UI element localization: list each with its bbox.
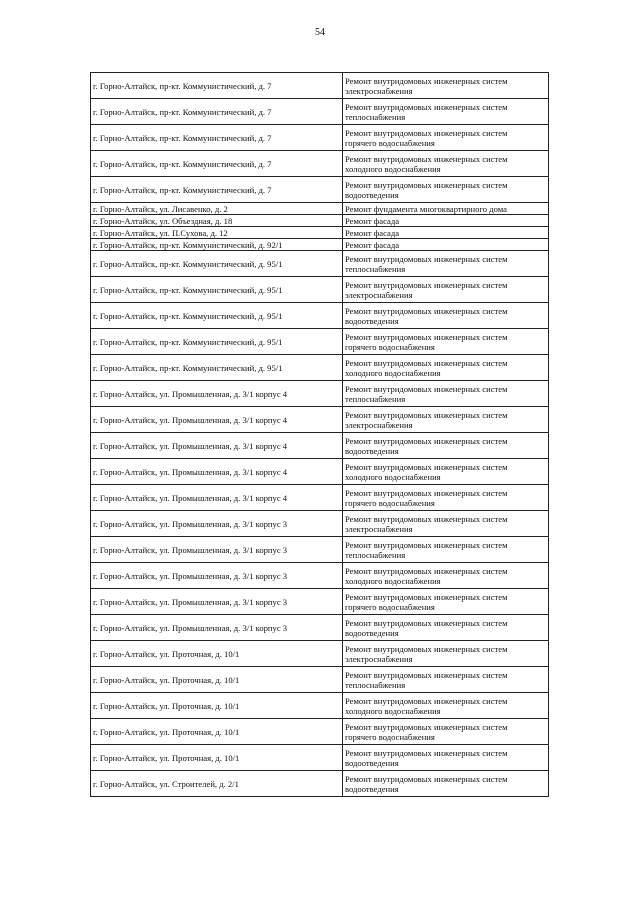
address-cell: г. Горно-Алтайск, пр-кт. Коммунистический, д. 95/1 bbox=[91, 303, 343, 329]
table-row bbox=[91, 73, 549, 99]
work-type-cell bbox=[343, 459, 549, 485]
work-type-line: электроснабжения bbox=[345, 289, 413, 300]
address-cell: г. Горно-Алтайск, ул. Лисавенко, д. 2 bbox=[91, 203, 343, 215]
work-type-cell bbox=[343, 511, 549, 537]
work-type-line: водоотведения bbox=[345, 315, 399, 326]
work-type-cell bbox=[343, 667, 549, 693]
work-type-line: теплоснабжения bbox=[345, 393, 406, 404]
work-type-cell bbox=[343, 355, 549, 381]
repair-works-table bbox=[90, 72, 549, 797]
address-cell: г. Горно-Алтайск, ул. П.Сухова, д. 12 bbox=[91, 227, 343, 239]
work-type-line: Ремонт внутридомовых инженерных систем bbox=[345, 305, 508, 316]
table-row bbox=[91, 215, 549, 227]
work-type-line: Ремонт внутридомовых инженерных систем bbox=[345, 617, 508, 628]
work-type-line: Ремонт внутридомовых инженерных систем bbox=[345, 591, 508, 602]
work-type-line: холодного водоснабжения bbox=[345, 471, 441, 482]
address-cell: г. Горно-Алтайск, пр-кт. Коммунистический, д. 95/1 bbox=[91, 329, 343, 355]
work-type-line: Ремонт внутридомовых инженерных систем bbox=[345, 279, 508, 290]
work-type-line: теплоснабжения bbox=[345, 549, 406, 560]
work-type-cell bbox=[343, 99, 549, 125]
address-cell: г. Горно-Алтайск, ул. Проточная, д. 10/1 bbox=[91, 641, 343, 667]
work-type-line: Ремонт внутридомовых инженерных систем bbox=[345, 643, 508, 654]
work-type-line: электроснабжения bbox=[345, 85, 413, 96]
work-type-cell bbox=[343, 227, 549, 239]
table-row bbox=[91, 745, 549, 771]
work-type-cell bbox=[343, 771, 549, 797]
table-row bbox=[91, 771, 549, 797]
work-type-line: горячего водоснабжения bbox=[345, 601, 435, 612]
work-type-line: Ремонт внутридомовых инженерных систем bbox=[345, 253, 508, 264]
table-row bbox=[91, 693, 549, 719]
address-cell: г. Горно-Алтайск, ул. Промышленная, д. 3/1 корпус 3 bbox=[91, 537, 343, 563]
work-type-line: водоотведения bbox=[345, 627, 399, 638]
work-type-line: Ремонт внутридомовых инженерных систем bbox=[345, 695, 508, 706]
work-type-line: Ремонт внутридомовых инженерных систем bbox=[345, 513, 508, 524]
work-type-line: Ремонт внутридомовых инженерных систем bbox=[345, 435, 508, 446]
table-row bbox=[91, 537, 549, 563]
table-row bbox=[91, 227, 549, 239]
work-type-cell bbox=[343, 73, 549, 99]
work-type-line: водоотведения bbox=[345, 445, 399, 456]
address-cell: г. Горно-Алтайск, ул. Проточная, д. 10/1 bbox=[91, 719, 343, 745]
address-cell: г. Горно-Алтайск, пр-кт. Коммунистический, д. 7 bbox=[91, 177, 343, 203]
work-type-line: Ремонт фасада bbox=[345, 216, 400, 226]
work-type-line: горячего водоснабжения bbox=[345, 341, 435, 352]
work-type-cell bbox=[343, 485, 549, 511]
work-type-line: Ремонт внутридомовых инженерных систем bbox=[345, 669, 508, 680]
address-cell: г. Горно-Алтайск, пр-кт. Коммунистический, д. 95/1 bbox=[91, 251, 343, 277]
work-type-line: Ремонт внутридомовых инженерных систем bbox=[345, 127, 508, 138]
work-type-line: электроснабжения bbox=[345, 523, 413, 534]
work-type-cell bbox=[343, 381, 549, 407]
work-type-line: Ремонт внутридомовых инженерных систем bbox=[345, 75, 508, 86]
address-cell: г. Горно-Алтайск, ул. Промышленная, д. 3/1 корпус 3 bbox=[91, 563, 343, 589]
work-type-cell bbox=[343, 251, 549, 277]
table-row bbox=[91, 125, 549, 151]
table-row bbox=[91, 177, 549, 203]
work-type-cell bbox=[343, 745, 549, 771]
work-type-cell bbox=[343, 125, 549, 151]
address-cell: г. Горно-Алтайск, ул. Промышленная, д. 3/1 корпус 4 bbox=[91, 407, 343, 433]
address-cell: г. Горно-Алтайск, ул. Промышленная, д. 3/1 корпус 4 bbox=[91, 485, 343, 511]
address-cell: г. Горно-Алтайск, ул. Проточная, д. 10/1 bbox=[91, 667, 343, 693]
work-type-cell bbox=[343, 151, 549, 177]
work-type-cell bbox=[343, 563, 549, 589]
page-number: 54 bbox=[315, 27, 325, 38]
address-cell: г. Горно-Алтайск, ул. Объездная, д. 18 bbox=[91, 215, 343, 227]
work-type-cell bbox=[343, 177, 549, 203]
table-row bbox=[91, 277, 549, 303]
table-row bbox=[91, 251, 549, 277]
table-row bbox=[91, 459, 549, 485]
address-cell: г. Горно-Алтайск, ул. Промышленная, д. 3/1 корпус 4 bbox=[91, 433, 343, 459]
work-type-line: водоотведения bbox=[345, 783, 399, 794]
work-type-line: водоотведения bbox=[345, 189, 399, 200]
work-type-cell bbox=[343, 615, 549, 641]
work-type-line: Ремонт фундамента многоквартирного дома bbox=[345, 204, 507, 214]
work-type-line: водоотведения bbox=[345, 757, 399, 768]
table-row bbox=[91, 667, 549, 693]
address-cell: г. Горно-Алтайск, пр-кт. Коммунистический, д. 7 bbox=[91, 73, 343, 99]
address-cell: г. Горно-Алтайск, ул. Промышленная, д. 3/1 корпус 4 bbox=[91, 381, 343, 407]
table-row bbox=[91, 407, 549, 433]
address-cell: г. Горно-Алтайск, пр-кт. Коммунистический, д. 7 bbox=[91, 99, 343, 125]
address-cell: г. Горно-Алтайск, ул. Проточная, д. 10/1 bbox=[91, 693, 343, 719]
table-row bbox=[91, 381, 549, 407]
table-row bbox=[91, 485, 549, 511]
address-cell: г. Горно-Алтайск, ул. Промышленная, д. 3/1 корпус 3 bbox=[91, 615, 343, 641]
work-type-line: электроснабжения bbox=[345, 419, 413, 430]
work-type-line: холодного водоснабжения bbox=[345, 575, 441, 586]
work-type-line: Ремонт внутридомовых инженерных систем bbox=[345, 747, 508, 758]
work-type-line: холодного водоснабжения bbox=[345, 367, 441, 378]
work-type-line: холодного водоснабжения bbox=[345, 163, 441, 174]
work-type-line: Ремонт внутридомовых инженерных систем bbox=[345, 357, 508, 368]
address-cell: г. Горно-Алтайск, пр-кт. Коммунистический, д. 7 bbox=[91, 151, 343, 177]
work-type-line: Ремонт фасада bbox=[345, 228, 400, 238]
work-type-line: Ремонт внутридомовых инженерных систем bbox=[345, 101, 508, 112]
table-row bbox=[91, 589, 549, 615]
repair-works-table-body bbox=[91, 73, 549, 797]
address-cell: г. Горно-Алтайск, ул. Строителей, д. 2/1 bbox=[91, 771, 343, 797]
table-row bbox=[91, 563, 549, 589]
work-type-cell bbox=[343, 329, 549, 355]
table-row bbox=[91, 329, 549, 355]
work-type-cell bbox=[343, 641, 549, 667]
work-type-line: Ремонт внутридомовых инженерных систем bbox=[345, 179, 508, 190]
address-cell: г. Горно-Алтайск, ул. Промышленная, д. 3/1 корпус 4 bbox=[91, 459, 343, 485]
work-type-line: холодного водоснабжения bbox=[345, 705, 441, 716]
work-type-cell bbox=[343, 303, 549, 329]
address-cell: г. Горно-Алтайск, пр-кт. Коммунистический, д. 95/1 bbox=[91, 355, 343, 381]
work-type-line: Ремонт внутридомовых инженерных систем bbox=[345, 153, 508, 164]
work-type-line: Ремонт внутридомовых инженерных систем bbox=[345, 409, 508, 420]
address-cell: г. Горно-Алтайск, пр-кт. Коммунистический, д. 95/1 bbox=[91, 277, 343, 303]
work-type-cell bbox=[343, 693, 549, 719]
table-row bbox=[91, 203, 549, 215]
work-type-cell bbox=[343, 239, 549, 251]
table-row bbox=[91, 511, 549, 537]
table-row bbox=[91, 641, 549, 667]
work-type-cell bbox=[343, 203, 549, 215]
table-row bbox=[91, 433, 549, 459]
work-type-line: горячего водоснабжения bbox=[345, 731, 435, 742]
work-type-line: теплоснабжения bbox=[345, 263, 406, 274]
address-cell: г. Горно-Алтайск, ул. Промышленная, д. 3/1 корпус 3 bbox=[91, 589, 343, 615]
table-row bbox=[91, 151, 549, 177]
table-row bbox=[91, 99, 549, 125]
work-type-line: Ремонт внутридомовых инженерных систем bbox=[345, 383, 508, 394]
work-type-cell bbox=[343, 589, 549, 615]
work-type-cell bbox=[343, 277, 549, 303]
work-type-line: Ремонт внутридомовых инженерных систем bbox=[345, 487, 508, 498]
work-type-line: Ремонт внутридомовых инженерных систем bbox=[345, 461, 508, 472]
work-type-line: горячего водоснабжения bbox=[345, 137, 435, 148]
work-type-cell bbox=[343, 719, 549, 745]
work-type-cell bbox=[343, 537, 549, 563]
address-cell: г. Горно-Алтайск, ул. Промышленная, д. 3/1 корпус 3 bbox=[91, 511, 343, 537]
work-type-line: теплоснабжения bbox=[345, 111, 406, 122]
work-type-line: теплоснабжения bbox=[345, 679, 406, 690]
work-type-cell bbox=[343, 433, 549, 459]
work-type-line: Ремонт фасада bbox=[345, 240, 400, 250]
work-type-cell bbox=[343, 407, 549, 433]
table-row bbox=[91, 239, 549, 251]
address-cell: г. Горно-Алтайск, пр-кт. Коммунистический, д. 92/1 bbox=[91, 239, 343, 251]
address-cell: г. Горно-Алтайск, пр-кт. Коммунистический, д. 7 bbox=[91, 125, 343, 151]
table-row bbox=[91, 303, 549, 329]
work-type-line: Ремонт внутридомовых инженерных систем bbox=[345, 565, 508, 576]
work-type-line: горячего водоснабжения bbox=[345, 497, 435, 508]
work-type-line: Ремонт внутридомовых инженерных систем bbox=[345, 331, 508, 342]
work-type-line: Ремонт внутридомовых инженерных систем bbox=[345, 773, 508, 784]
table-row bbox=[91, 615, 549, 641]
address-cell: г. Горно-Алтайск, ул. Проточная, д. 10/1 bbox=[91, 745, 343, 771]
work-type-cell bbox=[343, 215, 549, 227]
work-type-line: Ремонт внутридомовых инженерных систем bbox=[345, 721, 508, 732]
work-type-line: электроснабжения bbox=[345, 653, 413, 664]
table-row bbox=[91, 719, 549, 745]
work-type-line: Ремонт внутридомовых инженерных систем bbox=[345, 539, 508, 550]
table-row bbox=[91, 355, 549, 381]
